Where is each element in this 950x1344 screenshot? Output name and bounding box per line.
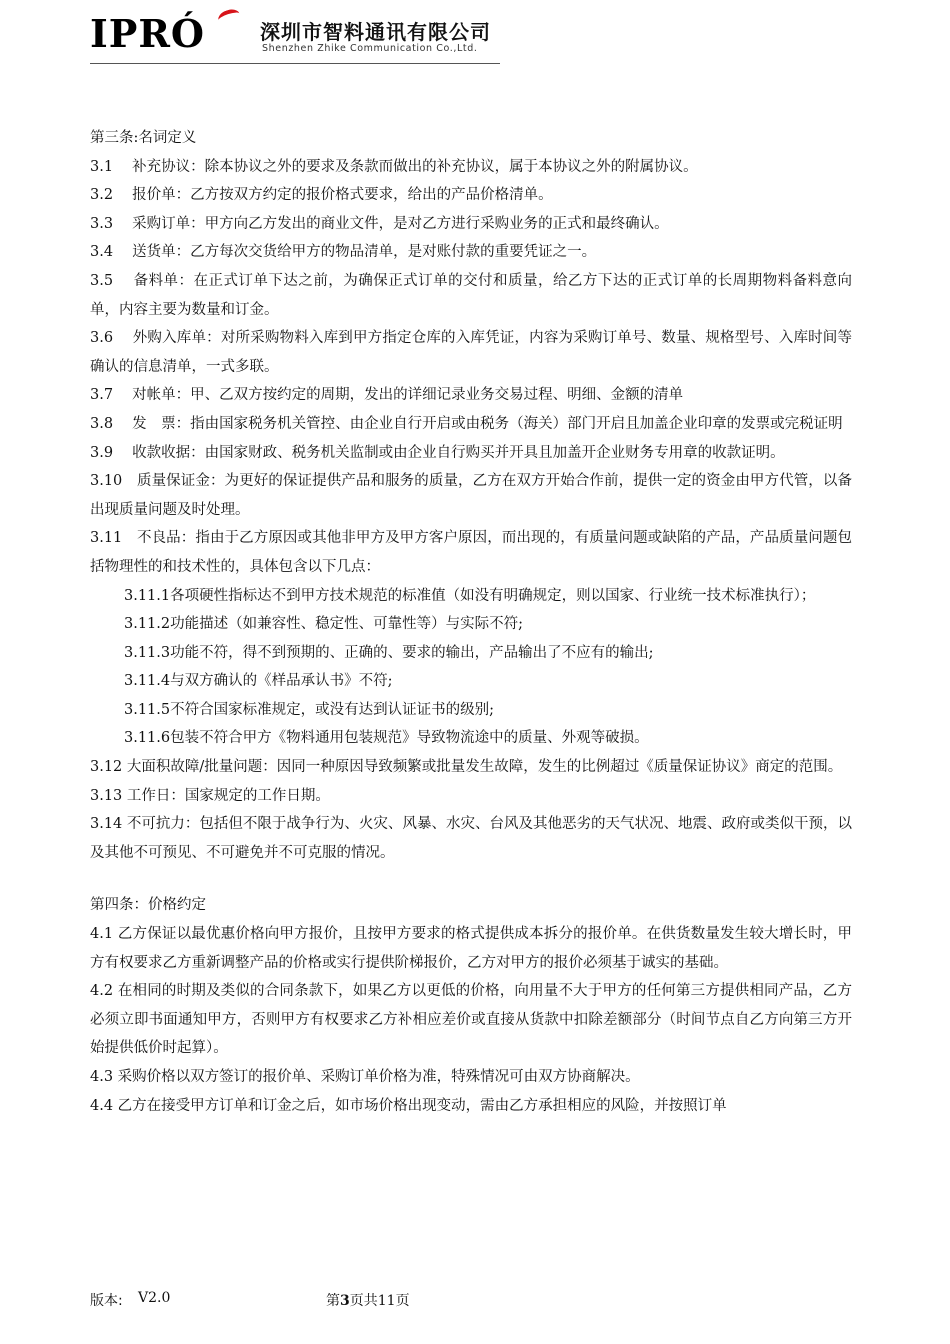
page-prefix: 第 [326, 1293, 340, 1309]
article-3-title: 第三条:名词定义 [90, 130, 197, 146]
page-middle: 页共 [349, 1293, 378, 1309]
definition-3-1: 3.1 补充协议：除本协议之外的要求及条款而做出的补充协议，属于本协议之外的附属协议。 [90, 158, 698, 175]
definition-3-2: 3.2 报价单：乙方按双方约定的报价格式要求，给出的产品价格清单。 [90, 187, 553, 204]
page-footer [90, 1290, 852, 1312]
definition-3-4: 3.4 送货单：乙方每次交货给甲方的物品清单，是对账付款的重要凭证之一。 [90, 244, 597, 261]
definition-3-9: 3.9 收款收据：由国家财政、税务机关监制或由企业自行购买并开具且加盖开企业财务专用章的收款证明。 [90, 444, 785, 461]
company-name-cn: 深圳市智料通讯有限公司 [260, 20, 491, 44]
definition-3-7: 3.7 对帐单：甲、乙双方按约定的周期，发出的详细记录业务交易过程、明细、金额的清单 [90, 387, 684, 404]
defect-item-3-11-1: 3.11.1各项硬性指标达不到甲方技术规范的标准值（如没有明确规定，则以国家、行业统一技术标准执行）； [124, 587, 816, 604]
definition-3-3: 3.3 采购订单：甲方向乙方发出的商业文件，是对乙方进行采购业务的正式和最终确认。 [90, 215, 669, 232]
company-logo: IPRÓ [90, 11, 206, 56]
definition-3-6: 3.6 外购入库单：对所采购物料入库到甲方指定仓库的入库凭证，内容为采购订单号、数量、规格型号、入库时间等确认的信息清单，一式多联。 [90, 330, 852, 375]
defect-item-3-11-6: 3.11.6包装不符合甲方《物料通用包装规范》导致物流途中的质量、外观等破损。 [124, 730, 649, 747]
clause-4-1: 4.1 乙方保证以最优惠价格向甲方报价，且按甲方要求的格式提供成本拆分的报价单。在供货数量发生较大增长时，甲方有权要求乙方重新调整产品的价格或实行提供阶梯报价，乙方对甲方的报价必须基于诚实的基础。 [90, 926, 852, 971]
page-suffix: 页 [395, 1293, 410, 1309]
defect-item-3-11-2: 3.11.2功能描述（如兼容性、稳定性、可靠性等）与实际不符; [124, 616, 524, 633]
definition-3-13: 3.13 工作日：国家规定的工作日期。 [90, 787, 330, 804]
definition-3-8: 3.8 发 票：指由国家税务机关管控、由企业自行开启或由税务（海关）部门开启且加盖企业印章的发票或完税证明 [90, 415, 843, 432]
company-name-en: Shenzhen Zhike Communication Co.,Ltd. [262, 43, 478, 54]
clause-4-2: 4.2 在相同的时期及类似的合同条款下，如果乙方以更低的价格，向用量不大于甲方的任何第三方提供相同产品，乙方必须立即书面通知甲方，否则甲方有权要求乙方补相应差价或直接从货款中扣除差额部分（时间节点自乙方向第三方开始提供低价时起算）。 [90, 983, 852, 1057]
clause-4-4: 4.4 乙方在接受甲方订单和订金之后，如市场价格出现变动，需由乙方承担相应的风险，并按照订单 [90, 1097, 727, 1114]
defect-item-3-11-4: 3.11.4与双方确认的《样品承认书》不符; [124, 673, 393, 690]
definition-3-11: 3.11 不良品：指由于乙方原因或其他非甲方及甲方客户原因，而出现的，有质量问题或缺陷的产品，产品质量问题包括物理性的和技术性的，具体包含以下几点： [90, 530, 852, 575]
page-number [326, 1290, 410, 1310]
definition-3-10: 3.10 质量保证金：为更好的保证提供产品和服务的质量，乙方在双方开始合作前，提供一定的资金由甲方代管，以备出现质量问题及时处理。 [90, 473, 852, 518]
version-label: 版本: [90, 1293, 123, 1309]
page-current: 3 [340, 1293, 350, 1309]
definition-3-12: 3.12 大面积故障/批量问题：因同一种原因导致频繁或批量发生故障，发生的比例超过《质量保证协议》商定的范围。 [90, 759, 843, 776]
definition-3-14: 3.14 不可抗力：包括但不限于战争行为、火灾、风暴、水灾、台风及其他恶劣的天气状况、地震、政府或类似干预，以及其他不可预见、不可避免并不可克服的情况。 [90, 816, 852, 861]
page-header [90, 10, 500, 66]
page-total: 11 [377, 1293, 396, 1309]
header-divider [90, 63, 500, 64]
document-body [90, 124, 852, 1120]
logo-accent-mark [216, 7, 241, 27]
clause-4-3: 4.3 采购价格以双方签订的报价单、采购订单价格为准，特殊情况可由双方协商解决。 [90, 1069, 640, 1085]
version-value: V2.0 [138, 1290, 171, 1306]
article-4-title: 第四条：价格约定 [90, 897, 206, 914]
section-spacer [90, 867, 852, 891]
defect-item-3-11-5: 3.11.5不符合国家标准规定，或没有达到认证证书的级别; [124, 701, 495, 718]
definition-3-5: 3.5 备料单：在正式订单下达之前，为确保正式订单的交付和质量，给乙方下达的正式订单的长周期物料备料意向单，内容主要为数量和订金。 [90, 272, 852, 318]
defect-item-3-11-3: 3.11.3功能不符，得不到预期的、正确的、要求的输出，产品输出了不应有的输出; [124, 644, 654, 661]
